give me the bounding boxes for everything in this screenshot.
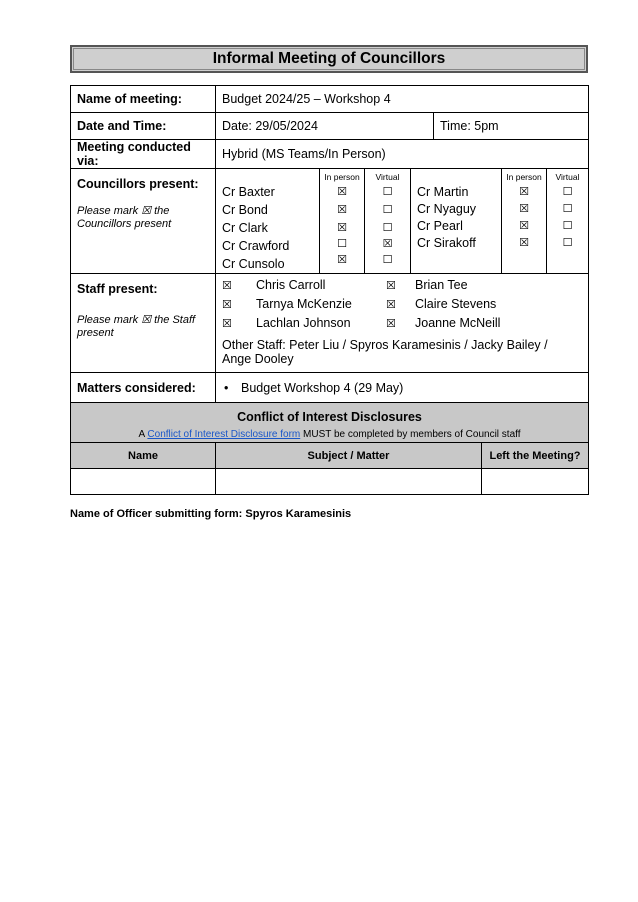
checkbox-virtual[interactable]: ☐	[382, 253, 393, 266]
conflict-header-row	[71, 443, 589, 469]
councillor-name: Cr Baxter	[222, 185, 275, 199]
checkbox-virtual[interactable]: ☒	[382, 237, 393, 250]
checkbox-in-person[interactable]: ☒	[337, 253, 347, 266]
staff-name: Tarnya McKenzie	[256, 297, 352, 311]
councillors-label: Councillors present:	[77, 177, 199, 191]
col-name: Name	[71, 443, 216, 469]
staff-label-cell	[71, 274, 216, 373]
conflict-header-cell	[71, 403, 589, 447]
staff-checkbox[interactable]: ☒	[386, 279, 396, 292]
conflict-note-suffix: MUST be completed by members of Council staff	[300, 428, 521, 440]
checkbox-in-person[interactable]: ☒	[519, 219, 529, 232]
conflict-table	[70, 442, 589, 495]
checkbox-in-person[interactable]: ☒	[519, 185, 529, 198]
checkbox-in-person[interactable]: ☒	[337, 185, 347, 198]
col-virtual-left: Virtual	[375, 172, 400, 182]
councillor-name: Cr Pearl	[417, 219, 463, 233]
row-conflict-header	[71, 403, 589, 447]
conflict-note-prefix: A	[138, 428, 148, 440]
staff-label: Staff present:	[77, 282, 158, 296]
conducted-via-value: Hybrid (MS Teams/In Person)	[216, 140, 589, 169]
councillors-grid-cell	[216, 169, 589, 274]
row-councillors	[71, 169, 589, 274]
conflict-note	[77, 429, 582, 440]
staff-name: Joanne McNeill	[415, 316, 501, 330]
col-left-meeting: Left the Meeting?	[482, 443, 589, 469]
row-staff	[71, 274, 589, 373]
time-value: Time: 5pm	[434, 113, 589, 140]
meeting-form-table	[70, 85, 589, 447]
officer-submitting: Name of Officer submitting form: Spyros Karamesinis	[70, 508, 352, 520]
col-subject: Subject / Matter	[216, 443, 482, 469]
checkbox-virtual[interactable]: ☐	[562, 202, 573, 215]
meeting-name-value: Budget 2024/25 – Workshop 4	[216, 86, 589, 113]
checkbox-virtual[interactable]: ☐	[562, 185, 573, 198]
councillor-name: Cr Martin	[417, 185, 469, 199]
staff-cell	[216, 274, 589, 373]
row-date-time	[71, 113, 589, 140]
matters-label: Matters considered:	[71, 373, 216, 403]
staff-checkbox[interactable]: ☒	[222, 317, 232, 330]
row-meeting-name	[71, 86, 589, 113]
staff-name: Brian Tee	[415, 278, 468, 292]
left-meeting-cell[interactable]	[482, 469, 589, 495]
table-row	[71, 469, 589, 495]
councillor-name: Cr Clark	[222, 221, 268, 235]
row-conducted-via	[71, 140, 589, 169]
staff-name: Chris Carroll	[256, 278, 326, 292]
staff-checkbox[interactable]: ☒	[386, 317, 396, 330]
row-matters	[71, 373, 589, 403]
checkbox-virtual[interactable]: ☐	[382, 185, 393, 198]
name-cell[interactable]	[71, 469, 216, 495]
conducted-via-label: Meeting conducted via:	[71, 140, 216, 169]
other-staff: Other Staff: Peter Liu / Spyros Karamesinis / Jacky Bailey / Ange Dooley	[222, 338, 548, 366]
councillor-name: Cr Bond	[222, 203, 268, 217]
checkbox-in-person[interactable]: ☒	[337, 221, 347, 234]
councillors-label-cell	[71, 169, 216, 274]
form-title-text: Informal Meeting of Councillors	[212, 50, 446, 67]
checkbox-virtual[interactable]: ☐	[382, 221, 393, 234]
checkbox-in-person[interactable]: ☐	[337, 237, 347, 250]
col-in-person-left: In person	[324, 172, 360, 182]
conflict-heading: Conflict of Interest Disclosures	[237, 409, 422, 424]
checkbox-virtual[interactable]: ☐	[562, 236, 573, 249]
staff-checkbox[interactable]: ☒	[386, 298, 396, 311]
date-time-label: Date and Time:	[71, 113, 216, 140]
subject-cell[interactable]	[216, 469, 482, 495]
councillors-note: Please mark ☒ the Councillors present	[77, 205, 172, 230]
checkbox-virtual[interactable]: ☐	[562, 219, 573, 232]
staff-name: Lachlan Johnson	[256, 316, 351, 330]
councillor-name: Cr Crawford	[222, 239, 290, 253]
conflict-form-link[interactable]: Conflict of Interest Disclosure form	[147, 428, 301, 440]
staff-checkbox[interactable]: ☒	[222, 298, 232, 311]
councillor-name: Cr Cunsolo	[222, 257, 285, 271]
meeting-name-label: Name of meeting:	[71, 86, 216, 113]
matters-item: Budget Workshop 4 (29 May)	[241, 380, 404, 395]
checkbox-in-person[interactable]: ☒	[519, 202, 529, 215]
staff-checkbox[interactable]: ☒	[222, 279, 232, 292]
col-in-person-right: In person	[506, 172, 542, 182]
councillor-name: Cr Nyaguy	[417, 202, 477, 216]
date-value: Date: 29/05/2024	[216, 113, 434, 140]
col-virtual-right: Virtual	[555, 172, 580, 182]
form-title	[70, 45, 588, 73]
matters-cell	[216, 373, 589, 403]
staff-note: Please mark ☒ the Staff present	[77, 314, 196, 339]
bullet-icon: •	[224, 380, 229, 395]
staff-name: Claire Stevens	[415, 297, 497, 311]
checkbox-in-person[interactable]: ☒	[337, 203, 347, 216]
checkbox-virtual[interactable]: ☐	[382, 203, 393, 216]
councillor-name: Cr Sirakoff	[417, 236, 476, 250]
checkbox-in-person[interactable]: ☒	[519, 236, 529, 249]
